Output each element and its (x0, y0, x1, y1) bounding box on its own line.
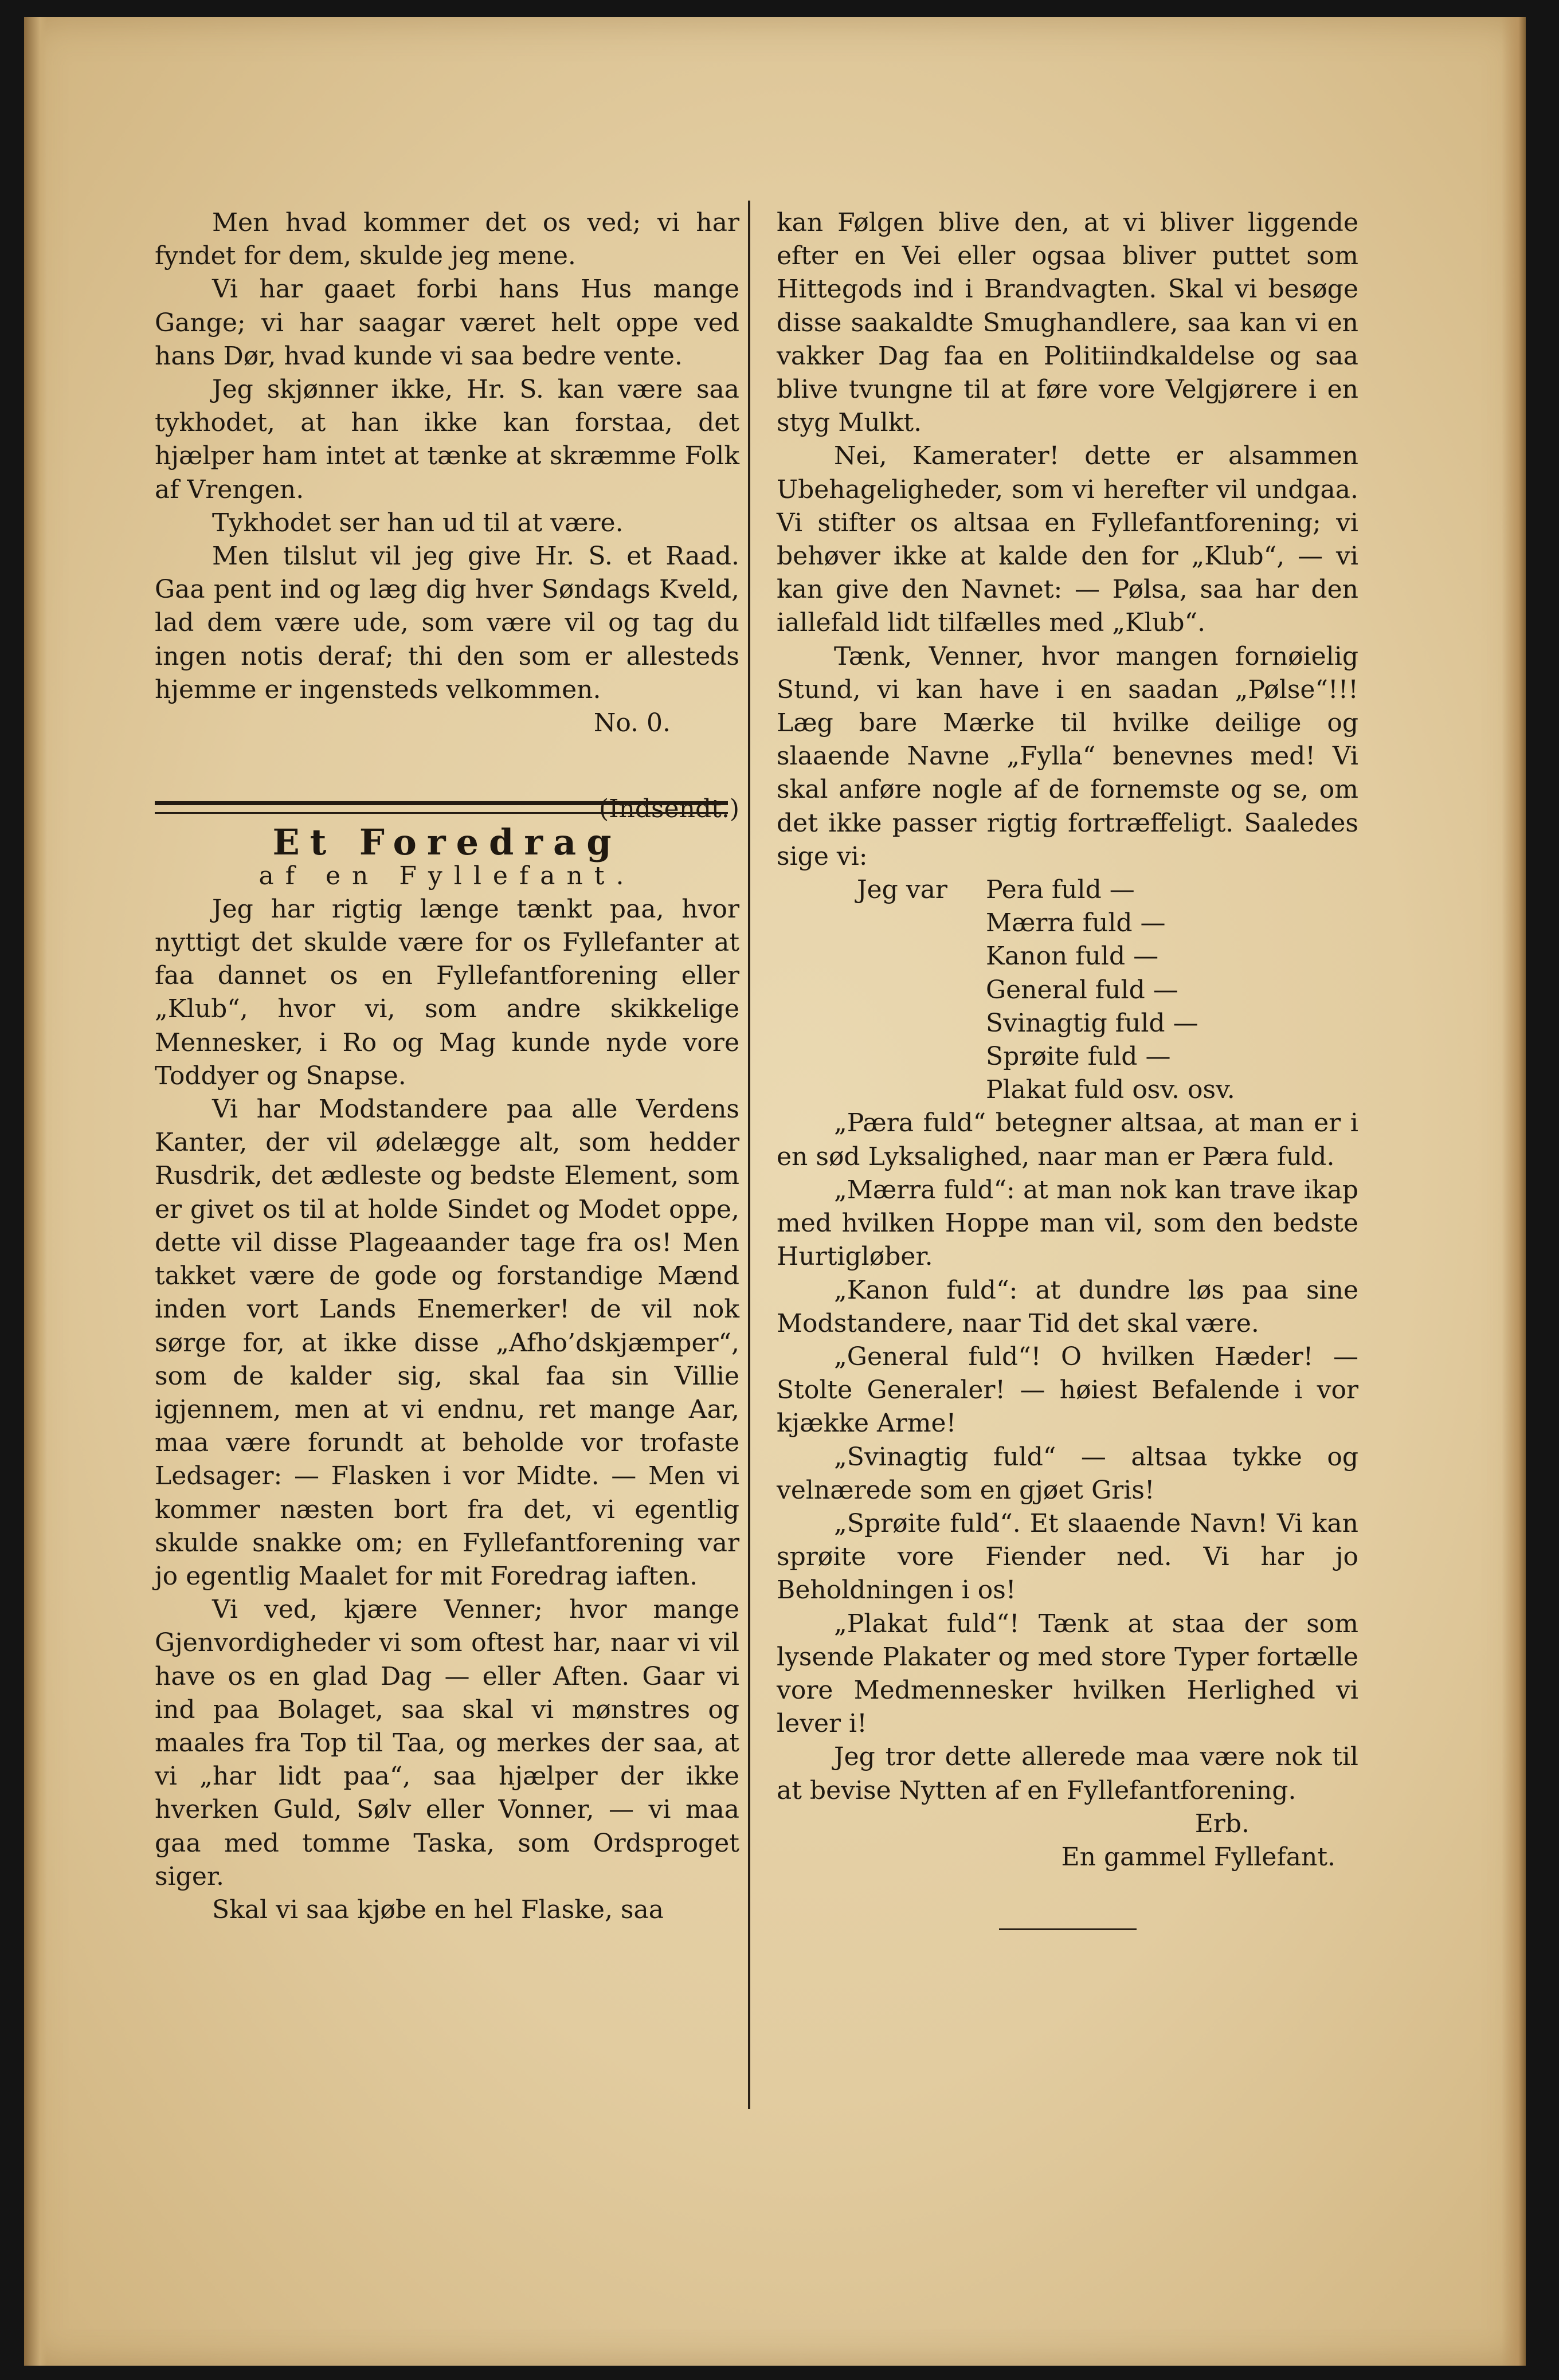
verse-item: Sprøite fuld — (986, 1042, 1171, 1072)
verse-item: Svinagtig fuld — (986, 1008, 1198, 1038)
signature: No. 0. (593, 708, 671, 738)
paragraph: Vi har gaaet forbi hans Hus mange Gange; vi har saagar været helt oppe ved hans Dør, hvad kunde vi saa bedre vente. (155, 275, 739, 371)
paragraph: Skal vi saa kjøbe en hel Flaske, saa (212, 1895, 664, 1924)
signature: En gammel Fyllefant. (1061, 1842, 1335, 1872)
paragraph: Jeg tror dette allerede maa være nok til at bevise Nytten af en Fyllefantforening. (777, 1742, 1358, 1805)
paragraph: „Mærra fuld“: at man nok kan trave ikap med hvilken Hoppe man vil, som den bedste Hurtigløber. (777, 1175, 1358, 1272)
paragraph: Vi ved, kjære Venner; hvor mange Gjenvordigheder vi som oftest har, naar vi vil have os en glad Dag — eller Aften. Gaar vi ind paa Bolaget, saa skal vi mønstres og maales fra Top til Taa, og merkes der saa, at vi „har lidt paa“, saa hjælper der ikke hverken Guld, Sølv eller Vonner, — vi maa gaa med tomme Taska, som Ordsproget siger. (155, 1595, 739, 1891)
paragraph: Tænk, Venner, hvor mangen fornøielig Stund, vi kan have i en saadan „Pølse“!!! Læg bare Mærke til hvilke deilige og slaaende Navne „Fylla“ benevnes med! Vi skal anføre nogle af de fornemste og se, om det ikke passer rigtig fortræffeligt. Saaledes sige vi: (777, 641, 1358, 871)
verse-item: Pera fuld — (986, 875, 1135, 905)
left-column (155, 206, 739, 1927)
paragraph: Jeg har rigtig længe tænkt paa, hvor nyttigt det skulde være for os Fyllefanter at faa dannet os en Fyllefantforening eller „Klub“, hvor vi, som andre skikkelige Mennesker, i Ro og Mag kunde nyde vore Toddyer og Snapse. (155, 894, 739, 1091)
paragraph: Jeg skjønner ikke, Hr. S. kan være saa tykhodet, at han ikke kan forstaa, det hjælper ham intet at tænke at skræmme Folk af Vrengen. (155, 375, 739, 504)
paragraph: Men hvad kommer det os ved; vi har fyndet for dem, skulde jeg mene. (155, 208, 739, 271)
verse-item: Plakat fuld osv. osv. (986, 1075, 1235, 1105)
verse-line (777, 873, 1358, 907)
paragraph: Nei, Kamerater! dette er alsammen Ubehageligheder, som vi herefter vil undgaa. Vi stifter os altsaa en Fyllefantforening; vi behøver ikke at kalde den for „Klub“, — vi kan give den Navnet: — Pølsa, saa har den iallefald lidt tilfælles med „Klub“. (777, 441, 1358, 638)
paragraph: Men tilslut vil jeg give Hr. S. et Raad. Gaa pent ind og læg dig hver Søndags Kveld, lad dem være ude, som være vil og tag du ingen notis deraf; thi den som er allesteds hjemme er ingensteds velkommen. (155, 542, 739, 704)
article-byline: af en Fyllefant. (258, 861, 636, 891)
right-column (777, 206, 1358, 1930)
paragraph: „Svinagtig fuld“ — altsaa tykke og velnærede som en gjøet Gris! (777, 1442, 1358, 1505)
end-rule (999, 1928, 1137, 1930)
binding-gutter (24, 17, 47, 2366)
submitted-note: (Indsendt.) (598, 794, 739, 824)
paragraph: „Pæra fuld“ betegner altsaa, at man er i en sød Lyksalighed, naar man er Pæra fuld. (777, 1108, 1358, 1171)
verse-item: General fuld — (986, 975, 1178, 1005)
paragraph: „Plakat fuld“! Tænk at staa der som lysende Plakater og med store Typer fortælle vore Medmennesker hvilken Herlighed vi lever i! (777, 1609, 1358, 1739)
signature: Erb. (1194, 1809, 1249, 1838)
paragraph: kan Følgen blive den, at vi bliver liggende efter en Vei eller ogsaa bliver puttet som Hittegods ind i Brandvagten. Skal vi besøge disse saakaldte Smughandlere, saa kan vi en vakker Dag faa en Politiindkaldelse og saa blive tvungne til at føre vore Velgjørere i en styg Mulkt. (777, 208, 1358, 438)
paragraph: „General fuld“! O hvilken Hæder! — Stolte Generaler! — høiest Befalende i vor kjække Arme! (777, 1342, 1358, 1438)
column-rule (748, 201, 750, 2109)
paragraph: Vi har Modstandere paa alle Verdens Kanter, der vil ødelægge alt, som hedder Rusdrik, det ædleste og bedste Element, som er givet os til at holde Sindet og Modet oppe, dette vil disse Plageaander tage fra os! Men takket være de gode og forstandige Mænd inden vort Lands Enemerker! de vil nok sørge for, at ikke disse „Afho’dskjæmper“, som de kalder sig, skal faa sin Villie igjennem, men at vi endnu, ret mange Aar, maa være forundt at beholde vor trofaste Ledsager: — Flasken i vor Midte. — Men vi kommer næsten bort fra det, vi egentlig skulde snakke om; en Fyllefantforening var jo egentlig Maalet for mit Foredrag iaften. (155, 1095, 739, 1591)
verse-item: Kanon fuld — (986, 942, 1159, 971)
verse-intro: Jeg var (857, 875, 947, 905)
paragraph: „Sprøite fuld“. Et slaaende Navn! Vi kan sprøite vore Fiender ned. Vi har jo Beholdningen i os! (777, 1508, 1358, 1605)
paragraph: „Kanon fuld“: at dundre løs paa sine Modstandere, naar Tid det skal være. (777, 1275, 1358, 1338)
article-title: Et Foredrag (272, 821, 622, 864)
page-edge (1502, 17, 1526, 2366)
verse-item: Mærra fuld — (986, 908, 1166, 938)
section-divider (155, 801, 728, 814)
paragraph: Tykhodet ser han ud til at være. (212, 508, 624, 538)
